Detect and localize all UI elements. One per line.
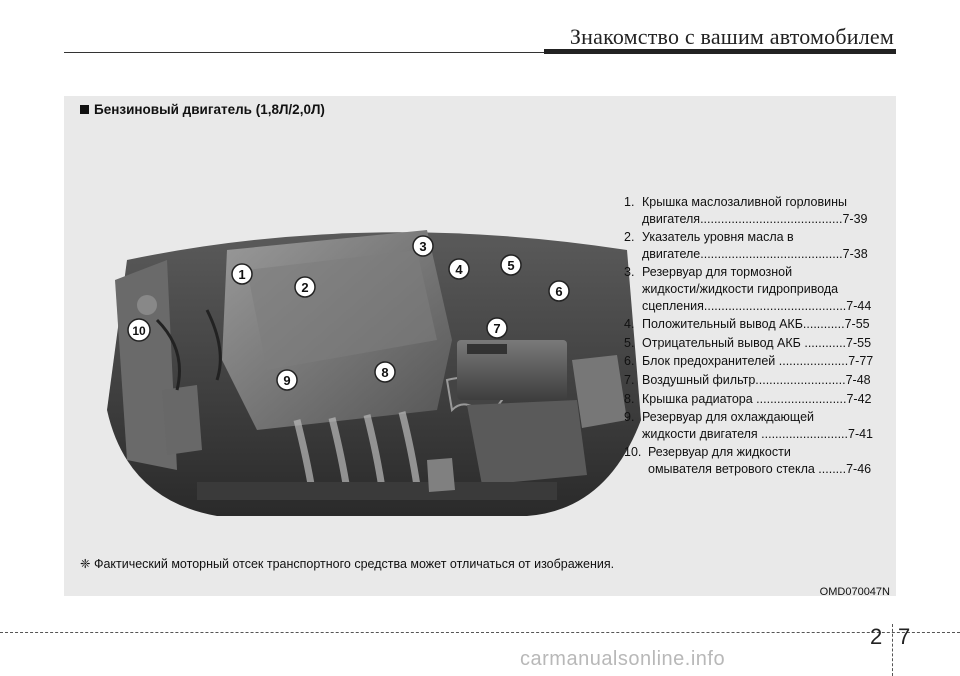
section-heading-text: Бензиновый двигатель (1,8Л/2,0Л) bbox=[94, 102, 325, 117]
page-number-divider bbox=[892, 624, 893, 676]
legend-item-text bbox=[648, 444, 894, 477]
legend-item-text bbox=[642, 229, 894, 262]
legend-item-text bbox=[642, 372, 894, 389]
legend-item-line: сцепления.........................................7-44 bbox=[642, 298, 872, 313]
legend-item bbox=[624, 335, 894, 352]
header-rule bbox=[64, 52, 544, 53]
legend-item bbox=[624, 316, 894, 333]
callout-6 bbox=[549, 281, 569, 301]
disclaimer: ❈ Фактический моторный отсек транспортного средства может отличаться от изображения. bbox=[80, 557, 615, 571]
legend-item-text bbox=[642, 353, 894, 370]
legend-item-line: Воздушный фильтр..........................7-48 bbox=[642, 372, 871, 387]
callout-4 bbox=[449, 259, 469, 279]
component-legend bbox=[624, 194, 894, 480]
section-heading bbox=[80, 102, 325, 117]
legend-item bbox=[624, 194, 894, 227]
legend-item-number: 6. bbox=[624, 354, 635, 369]
legend-item-line: Резервуар для тормозной bbox=[642, 265, 793, 280]
legend-item-number: 1. bbox=[624, 195, 635, 209]
legend-item-line: Блок предохранителей ....................7-77 bbox=[642, 354, 874, 369]
legend-item-number: 3. bbox=[624, 265, 635, 280]
legend-item-line: Крышка радиатора ..........................7-42 bbox=[642, 391, 872, 406]
legend-item-number: 10. bbox=[624, 445, 642, 460]
legend-item-text bbox=[642, 194, 894, 227]
legend-item-number: 8. bbox=[624, 391, 635, 406]
legend-item-text bbox=[642, 391, 894, 408]
callout-1-label: 1 bbox=[238, 267, 246, 282]
legend-item bbox=[624, 409, 894, 442]
legend-item bbox=[624, 444, 894, 477]
callout-10-label: 10 bbox=[132, 324, 146, 338]
legend-item-line: омывателя ветрового стекла ........7-46 bbox=[648, 461, 872, 476]
callout-2-label: 2 bbox=[301, 280, 309, 295]
engine-compartment-panel bbox=[64, 96, 896, 596]
footer-divider bbox=[0, 632, 960, 633]
legend-item-number: 9. bbox=[624, 410, 635, 425]
legend-item-text bbox=[642, 316, 894, 333]
legend-item-line: Крышка маслозаливной горловины bbox=[642, 195, 848, 209]
legend-item bbox=[624, 372, 894, 389]
legend-item-line: двигателе.........................................7-38 bbox=[642, 246, 868, 261]
callout-7 bbox=[487, 318, 507, 338]
callout-9-label: 9 bbox=[283, 373, 291, 388]
callout-1 bbox=[232, 264, 252, 284]
legend-item-line: жидкости/жидкости гидропривода bbox=[642, 281, 839, 296]
watermark: carmanualsonline.info bbox=[520, 648, 726, 670]
callout-4-label: 4 bbox=[455, 262, 463, 277]
legend-item-line: Отрицательный вывод АКБ ............7-55 bbox=[642, 335, 872, 350]
legend-item-line: Положительный вывод АКБ............7-55 bbox=[642, 317, 870, 332]
callout-2 bbox=[295, 277, 315, 297]
legend-item-number: 2. bbox=[624, 230, 635, 245]
page-number: 7 bbox=[898, 624, 911, 649]
callout-10 bbox=[128, 319, 150, 341]
callout-6-label: 6 bbox=[555, 284, 563, 299]
legend-item bbox=[624, 264, 894, 314]
callout-5 bbox=[501, 255, 521, 275]
legend-item-line: жидкости двигателя .........................7-41 bbox=[642, 426, 874, 441]
legend-item bbox=[624, 391, 894, 408]
legend-item-number: 7. bbox=[624, 372, 635, 387]
callout-5-label: 5 bbox=[507, 258, 515, 273]
legend-item-line: двигателя.........................................7-39 bbox=[642, 211, 868, 226]
legend-item-line: Резервуар для жидкости bbox=[648, 445, 791, 460]
legend-item bbox=[624, 353, 894, 370]
legend-item-text bbox=[642, 409, 894, 442]
callout-layer bbox=[107, 220, 641, 516]
legend-item-text bbox=[642, 335, 894, 352]
callout-7-label: 7 bbox=[493, 321, 501, 336]
legend-item-number: 5. bbox=[624, 335, 635, 350]
legend-item-number: 4. bbox=[624, 317, 635, 332]
callout-8 bbox=[375, 362, 395, 382]
legend-item bbox=[624, 229, 894, 262]
image-code: OMD070047N bbox=[819, 586, 890, 598]
callout-3-label: 3 bbox=[419, 239, 427, 254]
chapter-number: 2 bbox=[870, 624, 883, 649]
chapter-title: Знакомство с вашим автомобилем bbox=[569, 24, 894, 49]
callout-8-label: 8 bbox=[381, 365, 389, 380]
callout-9 bbox=[277, 370, 297, 390]
callout-3 bbox=[413, 236, 433, 256]
square-bullet-icon bbox=[80, 105, 89, 114]
header-rule-accent bbox=[544, 49, 896, 54]
legend-item-text bbox=[642, 264, 894, 314]
legend-item-line: Указатель уровня масла в bbox=[642, 230, 794, 245]
legend-item-line: Резервуар для охлаждающей bbox=[642, 410, 815, 425]
